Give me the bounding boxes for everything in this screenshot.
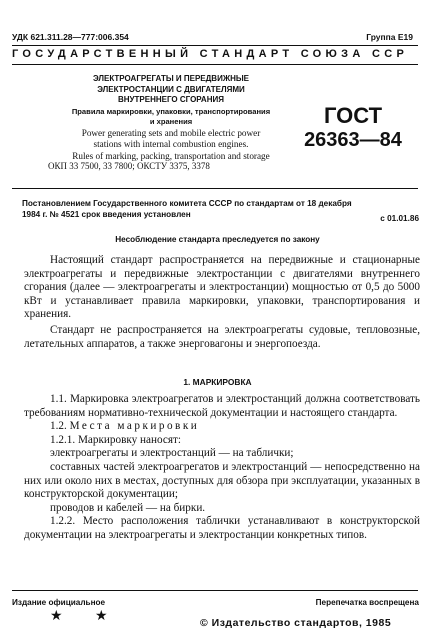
list-item: составных частей электроагрегатов и электростанций — непосредственно на них или около них в местах, доступных для обзора при эксплуатации, указанных в конструкторской документации; bbox=[24, 460, 420, 501]
title-ru-sub1: Правила маркировки, упаковки, транспортирования bbox=[71, 106, 271, 116]
title-ru-line2: ЭЛЕКТРОСТАНЦИИ С ДВИГАТЕЛЯМИ bbox=[97, 84, 245, 94]
effective-date: с 01.01.86 bbox=[380, 214, 419, 223]
gost-designation bbox=[298, 104, 408, 152]
clause-1-2-number: 1.2. bbox=[50, 420, 67, 433]
group-code: Группа Е19 bbox=[366, 32, 413, 42]
list-item: электроагрегаты и электростанций — на таблички; bbox=[50, 447, 294, 460]
official-edition: Издание официальное bbox=[12, 598, 106, 607]
clause-1-1: 1.1. Маркировка электроагрегатов и электростанций должна соответствовать требованиям нормативно-технической документации и настоящего стандарта. bbox=[24, 393, 420, 419]
violation-notice: Несоблюдение стандарта преследуется по закону bbox=[115, 235, 320, 244]
approval-text bbox=[22, 198, 420, 220]
stars-mark: ★ ★ bbox=[50, 608, 122, 624]
approval-line2: 1984 г. № 4521 срок введения установлен bbox=[22, 210, 191, 219]
okp-codes: ОКП 33 7500, 33 7800; ОКСТУ 3375, 3378 bbox=[48, 161, 210, 171]
intro-paragraph-1: Настоящий стандарт распространяется на передвижные и стационарные электроагрегаты и передвижные электростанции с двигателями внутреннего сгорания (далее — электроагрегаты и электростанции) мощностью от 0,5 до 5000 кВт и устанавливает правила маркировки, упаковки, транспортирования и хранения. bbox=[24, 254, 420, 321]
footer-rule bbox=[12, 590, 418, 591]
title-en-line1: Power generating sets and mobile electric power bbox=[81, 127, 261, 138]
section-1-body bbox=[24, 393, 420, 543]
section-1-title: 1. МАРКИРОВКА bbox=[183, 377, 252, 387]
title-en-line3: Rules of marking, packing, transportation and storage bbox=[72, 150, 270, 161]
clause-1-2-title: Места маркировки bbox=[69, 420, 200, 433]
title-en-line2: stations with internal combustion engines. bbox=[93, 139, 249, 149]
clause-1-2 bbox=[24, 420, 420, 434]
title-ru-line1: ЭЛЕКТРОАГРЕГАТЫ И ПЕРЕДВИЖНЫЕ bbox=[92, 74, 250, 83]
banner-rule bbox=[12, 64, 418, 65]
clause-1-2-1: 1.2.1. Маркировку наносят: bbox=[50, 433, 181, 446]
publisher-copyright: © Издательство стандартов, 1985 bbox=[200, 617, 392, 629]
title-ru-line3: ВНУТРЕННЕГО СГОРАНИЯ bbox=[118, 95, 224, 104]
approval-line1: Постановлением Государственного комитета СССР по стандартам от 18 декабря bbox=[22, 199, 352, 208]
udk-code: УДК 621.311.28—777:006.354 bbox=[12, 32, 129, 42]
title-block bbox=[46, 74, 296, 171]
top-rule bbox=[12, 45, 418, 46]
standard-banner: ГОСУДАРСТВЕННЫЙ СТАНДАРТ СОЮЗА ССР bbox=[12, 48, 409, 60]
gost-label: ГОСТ bbox=[323, 103, 383, 128]
gost-number: 26363—84 bbox=[304, 129, 402, 151]
clause-1-2-2: 1.2.2. Место расположения таблички устанавливают в конструкторской документации на электроагрегаты и электростанции конкретных типов. bbox=[24, 515, 420, 541]
list-item: проводов и кабелей — на бирки. bbox=[50, 501, 206, 514]
reprint-prohibited: Перепечатка воспрещена bbox=[315, 598, 419, 607]
intro-paragraph-2: Стандарт не распространяется на электроагрегаты судовые, тепловозные, летательных аппаратов, а также энерговагоны и энергопоезда. bbox=[24, 323, 420, 350]
title-bottom-rule bbox=[12, 188, 418, 189]
intro-section bbox=[24, 254, 420, 351]
title-ru-sub2: и хранения bbox=[149, 117, 193, 126]
